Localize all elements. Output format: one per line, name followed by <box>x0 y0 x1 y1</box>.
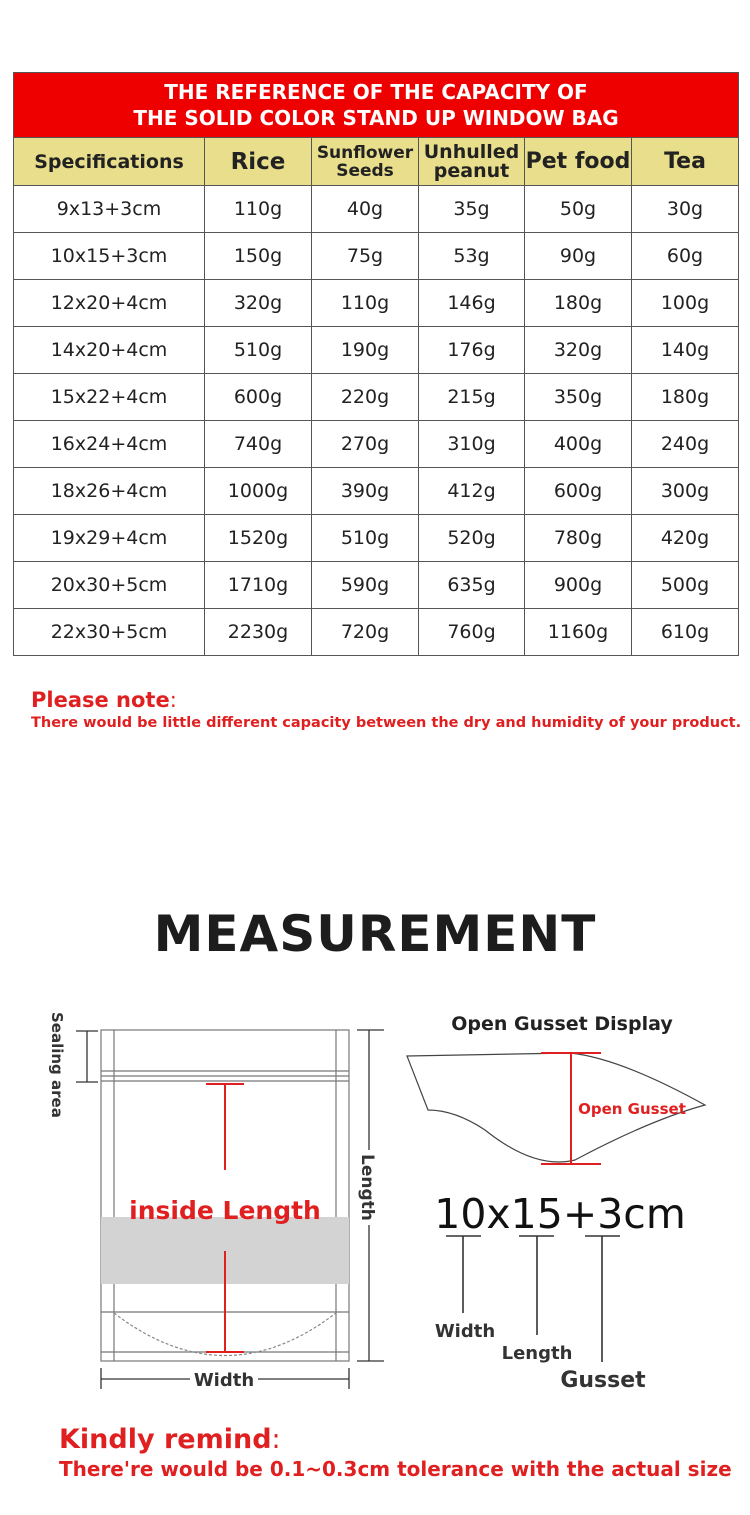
capacity-cell: 1710g <box>205 562 312 609</box>
remind-text: There're would be 0.1~0.3cm tolerance with the actual size <box>59 1457 732 1481</box>
capacity-cell: 50g <box>525 186 632 233</box>
capacity-cell: 100g <box>632 280 739 327</box>
capacity-cell: 30g <box>632 186 739 233</box>
capacity-cell: 780g <box>525 515 632 562</box>
spec-cell: 18x26+4cm <box>14 468 205 515</box>
capacity-cell: 590g <box>312 562 419 609</box>
capacity-cell: 40g <box>312 186 419 233</box>
capacity-cell: 110g <box>312 280 419 327</box>
capacity-cell: 320g <box>205 280 312 327</box>
capacity-cell: 2230g <box>205 609 312 656</box>
capacity-cell: 400g <box>525 421 632 468</box>
example-size: 10x15+3cm <box>434 1190 686 1238</box>
spec-cell: 14x20+4cm <box>14 327 205 374</box>
capacity-cell: 110g <box>205 186 312 233</box>
capacity-cell: 190g <box>312 327 419 374</box>
note-title-colon: : <box>169 688 177 712</box>
capacity-cell: 35g <box>419 186 525 233</box>
width-label: Width <box>193 1370 255 1391</box>
capacity-cell: 390g <box>312 468 419 515</box>
capacity-cell: 300g <box>632 468 739 515</box>
spec-cell: 12x20+4cm <box>14 280 205 327</box>
capacity-cell: 760g <box>419 609 525 656</box>
capacity-cell: 520g <box>419 515 525 562</box>
capacity-cell: 500g <box>632 562 739 609</box>
capacity-cell: 220g <box>312 374 419 421</box>
capacity-cell: 240g <box>632 421 739 468</box>
capacity-cell: 510g <box>312 515 419 562</box>
legend-gusset: Gusset <box>560 1368 646 1393</box>
remind-title-line <box>59 1424 732 1455</box>
table-title-line-2: THE SOLID COLOR STAND UP WINDOW BAG <box>133 106 619 130</box>
spec-cell: 22x30+5cm <box>14 609 205 656</box>
spec-cell: 9x13+3cm <box>14 186 205 233</box>
capacity-cell: 600g <box>525 468 632 515</box>
capacity-cell: 310g <box>419 421 525 468</box>
capacity-cell: 420g <box>632 515 739 562</box>
legend-width: Width <box>434 1321 496 1342</box>
capacity-cell: 270g <box>312 421 419 468</box>
capacity-cell: 350g <box>525 374 632 421</box>
capacity-cell: 60g <box>632 233 739 280</box>
header-pet-food: Pet food <box>525 138 632 186</box>
legend-length: Length <box>501 1343 573 1364</box>
spec-cell: 19x29+4cm <box>14 515 205 562</box>
note-text: There would be little different capacity between the dry and humidity of your product. <box>31 715 742 731</box>
spec-cell: 10x15+3cm <box>14 233 205 280</box>
spec-cell: 15x22+4cm <box>14 374 205 421</box>
capacity-cell: 215g <box>419 374 525 421</box>
note-title: Please note <box>31 688 170 712</box>
capacity-cell: 720g <box>312 609 419 656</box>
measurement-title: MEASUREMENT <box>153 905 597 963</box>
capacity-cell: 180g <box>525 280 632 327</box>
capacity-cell: 90g <box>525 233 632 280</box>
header-rice: Rice <box>205 138 312 186</box>
capacity-cell: 1160g <box>525 609 632 656</box>
capacity-cell: 180g <box>632 374 739 421</box>
header-sunflower-line-2: Seeds <box>336 160 394 181</box>
capacity-cell: 150g <box>205 233 312 280</box>
capacity-cell: 635g <box>419 562 525 609</box>
header-tea: Tea <box>632 138 739 186</box>
inside-length-label: inside Length <box>129 1196 321 1225</box>
capacity-cell: 510g <box>205 327 312 374</box>
table-title-line-1: THE REFERENCE OF THE CAPACITY OF <box>164 80 588 104</box>
remind-title: Kindly remind <box>59 1424 272 1455</box>
capacity-cell: 740g <box>205 421 312 468</box>
capacity-cell: 146g <box>419 280 525 327</box>
capacity-cell: 320g <box>525 327 632 374</box>
capacity-cell: 610g <box>632 609 739 656</box>
capacity-cell: 75g <box>312 233 419 280</box>
sealing-area-label: Sealing area <box>48 1012 66 1118</box>
header-peanut-line-2: peanut <box>433 159 510 182</box>
capacity-cell: 140g <box>632 327 739 374</box>
open-gusset-label: Open Gusset <box>578 1100 686 1118</box>
remind-title-colon: : <box>271 1424 281 1455</box>
capacity-cell: 900g <box>525 562 632 609</box>
header-sunflower-line-1: Sunflower <box>316 142 414 163</box>
header-specifications: Specifications <box>14 138 205 186</box>
capacity-cell: 53g <box>419 233 525 280</box>
open-gusset-display-title: Open Gusset Display <box>451 1013 673 1035</box>
sealing-area-bracket <box>76 1031 98 1082</box>
length-label: Length <box>357 1154 377 1221</box>
capacity-cell: 412g <box>419 468 525 515</box>
capacity-cell: 600g <box>205 374 312 421</box>
kindly-remind <box>59 1424 732 1481</box>
capacity-cell: 1000g <box>205 468 312 515</box>
spec-cell: 16x24+4cm <box>14 421 205 468</box>
capacity-cell: 1520g <box>205 515 312 562</box>
spec-cell: 20x30+5cm <box>14 562 205 609</box>
header-peanut-line-1: Unhulled <box>423 140 520 163</box>
capacity-cell: 176g <box>419 327 525 374</box>
